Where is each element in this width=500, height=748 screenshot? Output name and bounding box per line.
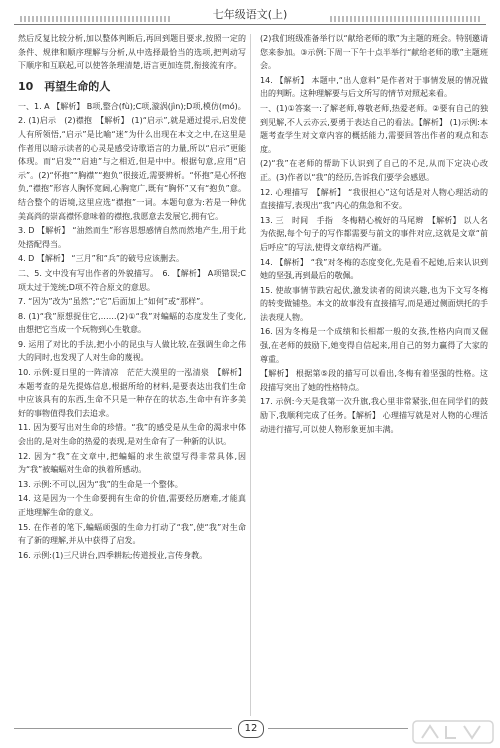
right-paragraph: 15. 使故事情节跌宕起伏,激发读者的阅读兴趣,也为下文写冬梅的转变做铺垫。本文的故事没有直接描写,而是通过侧面烘托的手法表现人物。 [260,285,488,322]
left-paragraph: 4. D 【解析】 “三月”和“兵”的破号应该删去。 [18,254,184,264]
page-title: 七年级语文(上) [212,8,288,21]
left-paragraph: 12. 因为“我”在文章中,把蝙蝠的求生欲望写得非常具体,因为“我”被蝙蝠对生命的执着所感动。 [18,451,246,475]
left-paragraph: 7. “因为”改为“虽然”;“它”后面加上“如何”或“那样”。 [18,297,209,307]
right-paragraph: 14. 【解析】 “我”对冬梅的态度变化,先是看不起她,后来认识到她的坚强,再到最后的敬佩。 [260,257,488,281]
left-paragraph: 11. 因为要写出对生命的珍惜。“我”的感受是从生命的渴求中体会出的,是对生命的热爱的表现,是对生命有了一种新的认识。 [18,423,246,447]
right-paragraph: 13. 三 时间 手指 冬梅精心梳好的马尾辫 【解析】 以人名为依据,每个句子的写作都需要与前文的事件对应,这就是文章“前后呼应”的写法,使得文章结构严谨。 [260,215,488,252]
right-paragraph: 12. 心理描写 【解析】 “我很担心”这句话是对人物心理活动的直接描写,表现出“我”内心的焦急和不安。 [260,187,488,211]
left-paragraph: 8. (1)“我”原想捉住它,……(2)①“我”对蝙蝠的态度发生了变化,由想把它当成一个玩物到心生敬意。 [18,311,246,335]
header-rule [14,24,486,25]
right-paragraph: 17. 示例:今天是我第一次升旗,我心里非常紧张,但在同学们的鼓励下,我顺利完成了任务。【解析】 心理描写就是对人物的心理活动进行描写,可以使人物形象更加丰满。 [260,397,488,434]
left-column [18,32,246,562]
right-paragraph: 【解析】 根据第⑤段的描写可以看出,冬梅有着坚强的性格。这段描写突出了她的性格特点。 [260,369,488,392]
left-paragraph: 二、5. 文中没有写出作者的外貌描写。 6. 【解析】 A项错误;C项太过于笼统;D项不符合原文的意思。 [18,268,246,292]
left-paragraph: 9. 运用了对比的手法,把小小的昆虫与人做比较,在强调生命之伟大的同时,也发现了人对生命的蔑视。 [18,339,246,363]
page-header [0,0,500,30]
right-column [260,32,488,436]
section-title: 10 再望生命的人 [18,79,111,93]
left-paragraph: 3. D 【解析】 “油然而生”形容思想感情自然而然地产生,用于此处搭配得当。 [18,226,246,249]
right-paragraph: (2)“我”在老师的帮助下认识到了自己的不足,从而下定决心改正。(3)作者以“我”的经历,告诉我们要学会感恩。 [260,159,488,182]
left-paragraph: 然后反复比较分析,加以整体判断后,再回到题目要求,按照一定的条件、规律和顺序理解与分析,从中选择最恰当的选项,把判动写下顺序和互联起,可以使答条理清楚,语言更加连贯,衔接流有序。 [18,34,246,71]
watermark-logo [412,718,494,746]
left-paragraph: 15. 在作者的笔下,蝙蝠顽强的生命力打动了“我”,使“我”对生命有了新的理解,并从中获得了启发。 [18,522,246,546]
right-paragraph: (2)我们班级准备举行以“献给老师的歌”为主题的班会。特别邀请您来参加。③示例:下周一下午十点半举行“献给老师的歌”主题班会。 [260,34,488,71]
right-paragraph: 16. 因为冬梅是一个成绩和长相都一般的女孩,性格内向而又倔强,在老师的鼓励下,她变得自信起来,用自己的努力赢得了大家的尊重。 [260,327,488,364]
right-paragraph: 一、(1)①答案一:了解老师,尊敬老师,热爱老师。②要有自己的独到见解,不人云亦云,要勇于表达自己的看法。【解析】 (1)示例:本题考查学生对文章内容的概括能力,需要回答出作者的观点和态度。 [260,103,488,154]
column-divider [250,34,251,716]
page-footer [0,716,500,748]
footer-rule-left [14,728,232,729]
left-paragraph: 13. 示例:不可以,因为“我”的生命是一个整体。 [18,479,183,489]
right-paragraph: 14. 【解析】 本题中,“出人意料”是作者对于事情发展的情况做出的判断。这种理解要与后文所写的情节对照起来看。 [260,75,488,99]
left-paragraph: 14. 这是因为一个生命要拥有生命的价值,需要经历磨难,才能真正地理解生命的意义。 [18,494,246,517]
footer-rule-right [268,728,408,729]
left-paragraph: 16. 示例:(1)三尺讲台,四季耕耘;传道授业,言传身教。 [18,550,208,560]
page-number: 12 [238,720,264,738]
left-paragraph: 一、1. A 【解析】 B项,整合(fù);C项,漩涡(jìn);D项,模仿(mó)。 [18,101,246,111]
left-paragraph: 10. 示例:夏日里的一阵清凉 茫茫大漠里的一泓清泉 【解析】 本题考查的是先提炼信息,根据所给的材料,是要表达出我们生命中应该具有的东西,生命不只是一种存在的状态,生命中有许多美好的事物值得我们去追求。 [18,368,246,418]
left-paragraph: 2. (1)启示 (2)襟抱 【解析】 (1)“启示”,就是通过提示,启发使人有所领悟,“启示”是比喻“迷”为什么出现在本文之中,在这里是作者用以暗示读者的心灵是感受诗歌语言的力量,所以“启示”更能体现。而“启发”“启迪”与之相近,但是中中。根据句意,应用“启示”。(2)“怀抱”“胸襟”“抱负”很接近,需要辨析。“怀抱”是心怀抱负,“襟抱”形容人胸怀宽阔,心胸宽广,既有“胸怀”又有“抱负”意。结合整个的语境,这里应选“襟抱”一词。本题句意为:若是一种优美高尚的崇高襟怀意味着的襟抱,我愿意去发展它,拥有它。 [18,116,246,221]
